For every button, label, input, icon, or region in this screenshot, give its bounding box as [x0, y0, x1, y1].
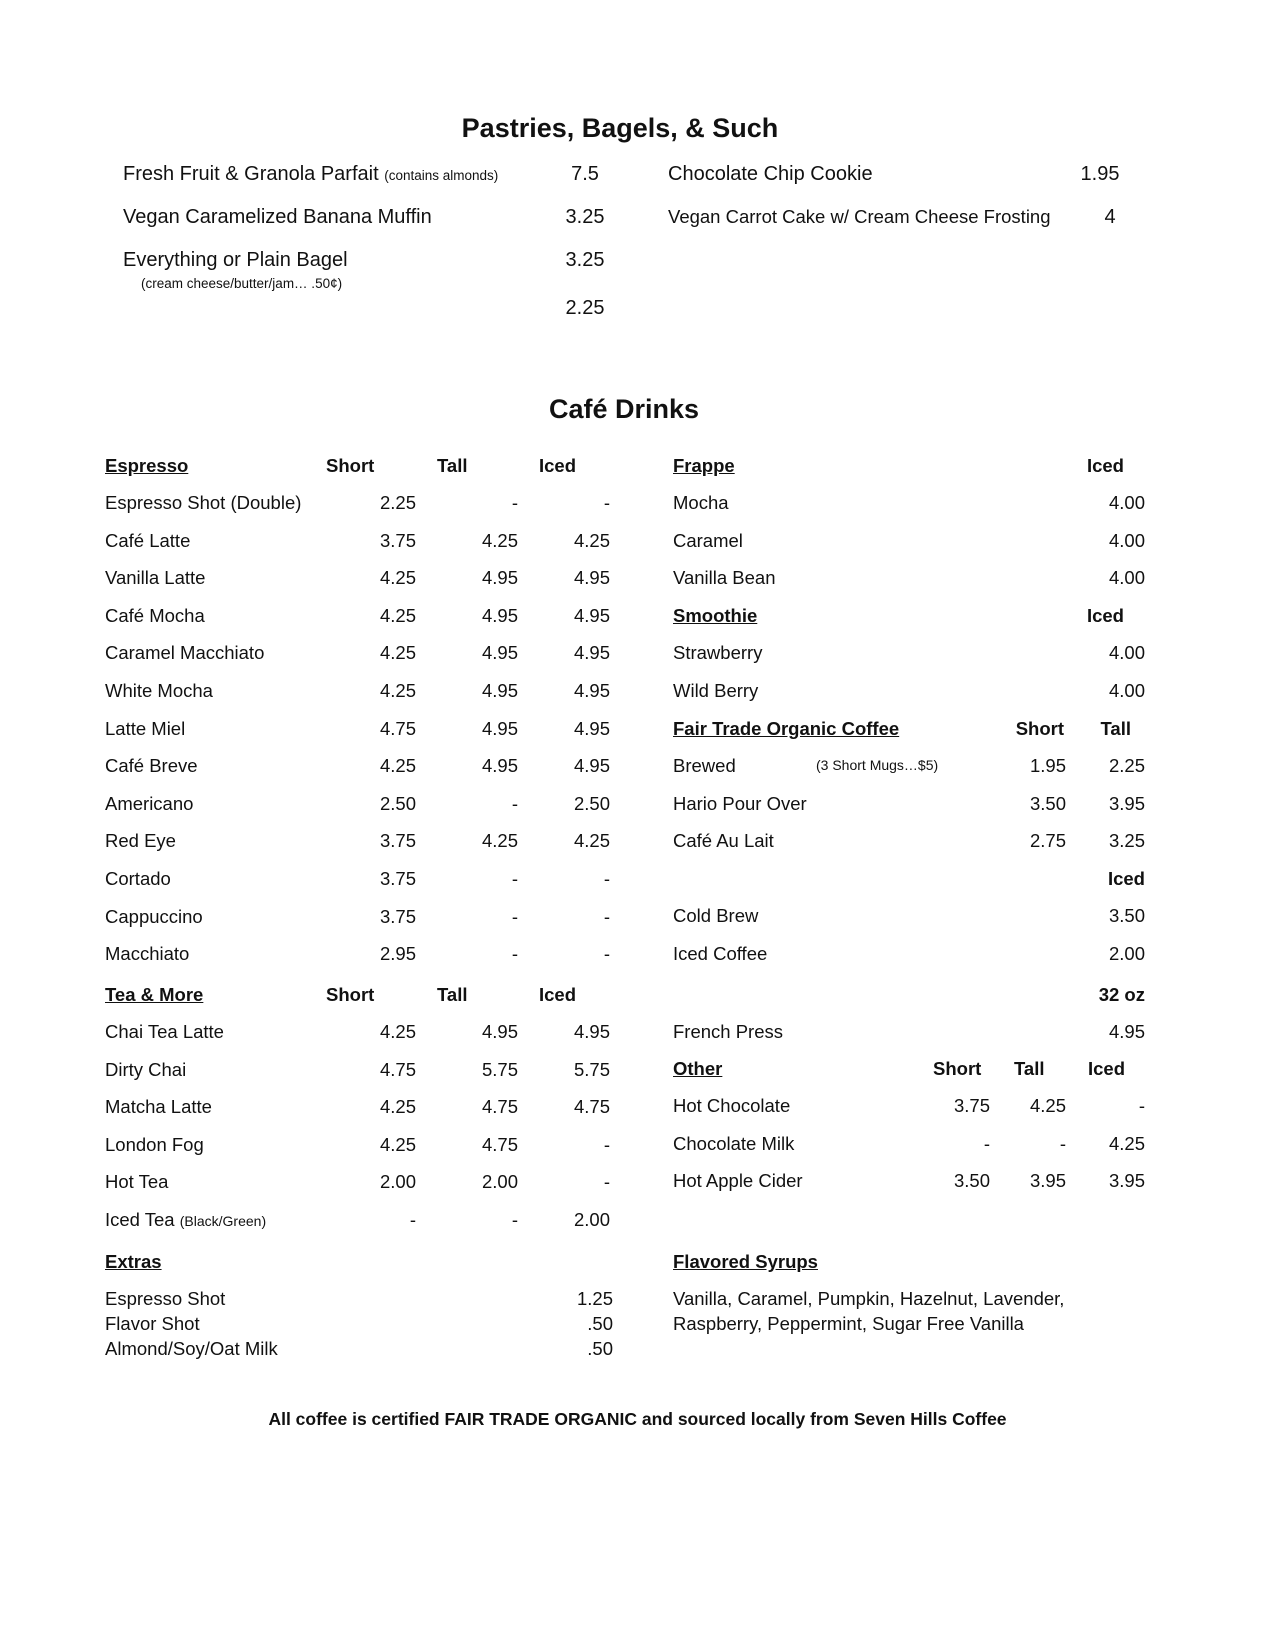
price-short: 3.75	[953, 1095, 990, 1116]
menu-item-price: 2.25	[565, 297, 605, 319]
menu-item-price: 3.50	[1108, 905, 1145, 926]
price-tall: -	[511, 1209, 518, 1230]
menu-item-note: (contains almonds)	[384, 168, 499, 183]
price-tall: 4.95	[481, 755, 518, 777]
syrups-line: Vanilla, Caramel, Pumpkin, Hazelnut, Lavender,	[673, 1288, 1065, 1309]
price-short: 3.75	[379, 905, 416, 927]
menu-item-price: 4.00	[1108, 492, 1145, 513]
menu-item-name: Vegan Caramelized Banana Muffin	[123, 206, 432, 228]
menu-item-name: Latte Miel	[105, 717, 186, 739]
price-short: 3.50	[953, 1170, 990, 1192]
menu-item-name: Café Latte	[105, 529, 191, 551]
other-header: Other	[673, 1058, 723, 1079]
menu-item-name: Iced Coffee	[673, 942, 768, 964]
price-tall: -	[511, 868, 518, 889]
menu-item-name: Wild Berry	[673, 679, 759, 701]
menu-item-name: Espresso Shot (Double)	[105, 492, 302, 513]
price-tall: 2.00	[481, 1171, 518, 1193]
menu-item-name: Dirty Chai	[105, 1058, 187, 1080]
menu-item-name: Hot Tea	[105, 1171, 169, 1193]
column-header-tall: Tall	[1014, 1058, 1045, 1079]
price-short: 4.25	[379, 604, 416, 626]
price-short: 2.75	[1029, 830, 1066, 852]
price-tall: 4.95	[481, 1021, 518, 1042]
tea-header: Tea & More	[105, 984, 204, 1005]
menu-item-name: Almond/Soy/Oat Milk	[105, 1338, 278, 1359]
menu-item-price: .50	[587, 1338, 613, 1359]
price-short: -	[409, 1209, 416, 1230]
price-iced: -	[603, 943, 610, 965]
menu-item-name: French Press	[673, 1021, 784, 1042]
price-short: 1.95	[1029, 755, 1066, 776]
price-iced: -	[603, 492, 610, 513]
price-tall: 4.75	[481, 1133, 518, 1155]
price-tall: -	[511, 905, 518, 927]
price-short: 4.75	[379, 717, 416, 739]
pastries-title: Pastries, Bagels, & Such	[461, 113, 779, 143]
menu-item-name: Iced Tea (Black/Green)	[105, 1209, 267, 1230]
menu-item-name: White Mocha	[105, 680, 213, 701]
menu-item-name: Chai Tea Latte	[105, 1021, 224, 1042]
price-iced: 4.25	[573, 529, 610, 551]
menu-item-price: 1.25	[576, 1288, 613, 1309]
price-iced: -	[603, 868, 610, 889]
price-short: 4.25	[379, 680, 416, 701]
menu-item-name: Caramel Macchiato	[105, 642, 265, 664]
column-header-tall: Tall	[437, 984, 468, 1005]
syrups-line: Raspberry, Peppermint, Sugar Free Vanilla	[673, 1313, 1024, 1334]
menu-item-name: London Fog	[105, 1133, 204, 1155]
menu-item-name: Chocolate Chip Cookie	[668, 163, 873, 185]
column-header-short: Short	[1015, 718, 1064, 739]
menu-item-name: Cold Brew	[673, 905, 759, 926]
price-tall: -	[1059, 1132, 1066, 1154]
column-header-tall: Tall	[437, 455, 468, 476]
price-iced: 4.95	[573, 755, 610, 777]
cafe-title: Café Drinks	[548, 394, 700, 424]
espresso-header: Espresso	[105, 455, 189, 476]
price-tall: 2.25	[1108, 755, 1145, 776]
price-iced: 4.95	[573, 567, 610, 589]
menu-item-name: Hot Chocolate	[673, 1095, 791, 1116]
price-tall: 4.95	[481, 642, 518, 664]
column-header-iced: Iced	[1088, 1058, 1126, 1079]
price-short: 2.50	[379, 792, 416, 814]
menu-item-name: Mocha	[673, 492, 729, 513]
price-iced: 5.75	[573, 1058, 610, 1080]
price-iced: -	[603, 905, 610, 927]
price-short: 3.75	[379, 529, 416, 551]
price-iced: 4.95	[573, 1021, 610, 1042]
column-header-tall: Tall	[1100, 718, 1131, 739]
menu-item-price: 4.00	[1108, 679, 1145, 701]
menu-item-price: 1.95	[1080, 163, 1120, 185]
menu-item-name: Vegan Carrot Cake w/ Cream Cheese Frosting	[668, 206, 1051, 227]
price-tall: 4.95	[481, 680, 518, 701]
price-tall: 3.25	[1108, 830, 1145, 852]
menu-item-name: Café Breve	[105, 755, 198, 777]
price-iced: 4.95	[573, 642, 610, 664]
menu-item-name: Caramel	[673, 529, 743, 551]
menu-item-price: 3.25	[565, 206, 605, 228]
column-header-iced: Iced	[539, 455, 577, 476]
menu-item-name: Vanilla Bean	[673, 567, 776, 589]
price-short: 2.95	[379, 943, 416, 965]
price-iced: 2.50	[573, 792, 610, 814]
price-iced: -	[603, 1133, 610, 1155]
extras-header: Extras	[105, 1251, 162, 1272]
menu-item-price: 2.00	[1108, 942, 1145, 964]
price-iced: 3.95	[1108, 1170, 1145, 1192]
price-iced: 4.95	[573, 604, 610, 626]
price-tall: -	[511, 943, 518, 965]
price-tall: 4.95	[481, 567, 518, 589]
column-header-iced: Iced	[1086, 455, 1124, 476]
price-iced: 2.00	[573, 1209, 610, 1230]
column-header-iced: Iced	[539, 984, 577, 1005]
menu-item-price: 4.00	[1108, 642, 1145, 663]
column-header-iced: Iced	[1086, 605, 1124, 626]
fairtrade-header: Fair Trade Organic Coffee	[673, 718, 900, 739]
menu-item-note: (cream cheese/butter/jam… .50¢)	[141, 276, 343, 291]
price-tall: 3.95	[1108, 792, 1145, 814]
price-iced: -	[1138, 1095, 1145, 1116]
menu-item-name: Matcha Latte	[105, 1096, 212, 1118]
price-tall: 4.95	[481, 717, 518, 739]
menu-item-name: Brewed	[673, 755, 736, 776]
price-short: 4.25	[379, 642, 416, 664]
menu-item-price: 4.95	[1108, 1021, 1145, 1042]
price-short: 4.25	[379, 1096, 416, 1118]
price-short: 3.50	[1029, 792, 1066, 814]
price-short: 2.25	[379, 492, 416, 513]
menu-item-name: Macchiato	[105, 943, 190, 965]
menu-item-name: Chocolate Milk	[673, 1132, 795, 1154]
menu-item-name: Americano	[105, 792, 194, 814]
smoothie-header: Smoothie	[673, 605, 758, 626]
menu-item-name: Hario Pour Over	[673, 792, 807, 814]
syrups-header: Flavored Syrups	[673, 1251, 818, 1272]
menu-item-price: 4.00	[1108, 529, 1145, 551]
price-short: 3.75	[379, 868, 416, 889]
price-iced: 4.95	[573, 717, 610, 739]
price-short: -	[983, 1132, 990, 1154]
price-iced: 4.95	[573, 680, 610, 701]
menu-item-name: Hot Apple Cider	[673, 1170, 803, 1192]
menu-item-name: Cappuccino	[105, 905, 203, 927]
column-header-short: Short	[326, 455, 375, 476]
price-tall: 4.95	[481, 604, 518, 626]
price-tall: 4.25	[1029, 1095, 1066, 1116]
menu-item-name: Fresh Fruit & Granola Parfait (contains almonds)	[123, 163, 499, 185]
price-tall: -	[511, 792, 518, 814]
menu-item-price: 3.25	[565, 249, 605, 271]
price-tall: 4.25	[481, 830, 518, 852]
menu-item-price: 7.5	[571, 163, 599, 185]
menu-item-note: (3 Short Mugs…$5)	[816, 757, 939, 773]
price-short: 4.25	[379, 567, 416, 589]
price-short: 2.00	[379, 1171, 416, 1193]
menu-item-price: .50	[587, 1313, 613, 1334]
price-short: 3.75	[379, 830, 416, 852]
menu-item-name: Flavor Shot	[105, 1313, 200, 1334]
price-short: 4.25	[379, 755, 416, 777]
price-iced: 4.25	[573, 830, 610, 852]
column-header-32oz: 32 oz	[1098, 984, 1145, 1005]
menu-item-name: Café Mocha	[105, 604, 205, 626]
price-tall: -	[511, 492, 518, 513]
menu-item-name: Vanilla Latte	[105, 567, 206, 589]
menu-item-name: Cortado	[105, 868, 171, 889]
menu-item-name: Everything or Plain Bagel	[123, 249, 348, 271]
menu-item-name: Espresso Shot	[105, 1288, 226, 1309]
price-tall: 3.95	[1029, 1170, 1066, 1192]
price-tall: 5.75	[481, 1058, 518, 1080]
menu-item-name: Café Au Lait	[673, 830, 774, 852]
price-short: 4.25	[379, 1133, 416, 1155]
price-short: 4.25	[379, 1021, 416, 1042]
menu-item-note: (Black/Green)	[179, 1213, 267, 1229]
frappe-header: Frappe	[673, 455, 735, 476]
menu-item-name: Red Eye	[105, 830, 176, 852]
price-tall: 4.25	[481, 529, 518, 551]
column-header-iced: Iced	[1107, 868, 1145, 889]
menu-item-price: 4.00	[1108, 567, 1145, 589]
menu-item-name: Strawberry	[673, 642, 763, 663]
footer-note: All coffee is certified FAIR TRADE ORGANIC and sourced locally from Seven Hills Coffee	[268, 1409, 1007, 1429]
price-iced: -	[603, 1171, 610, 1193]
price-iced: 4.75	[573, 1096, 610, 1118]
column-header-short: Short	[933, 1058, 982, 1079]
column-header-short: Short	[326, 984, 375, 1005]
price-tall: 4.75	[481, 1096, 518, 1118]
price-short: 4.75	[379, 1058, 416, 1080]
menu-item-price: 4	[1104, 206, 1116, 228]
price-iced: 4.25	[1108, 1132, 1145, 1154]
